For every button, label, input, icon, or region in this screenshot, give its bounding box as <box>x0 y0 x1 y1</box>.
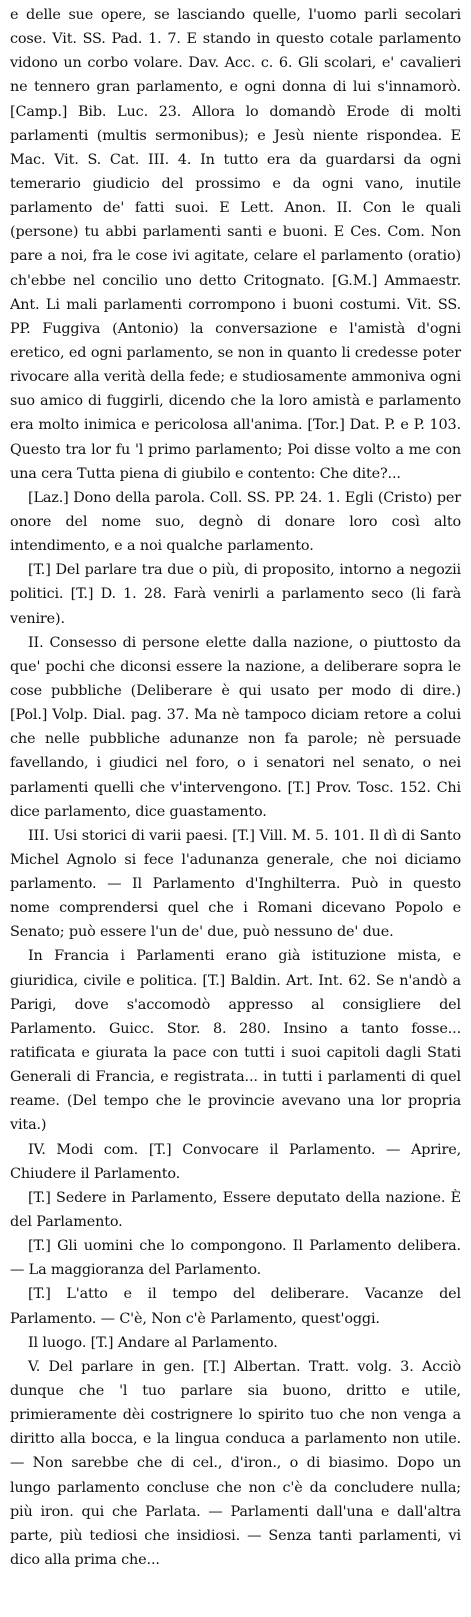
paragraph-sense-II: II. Consesso di persone elette dalla nazione, o piuttosto da que' pochi che diconsi essere la nazione, a deliberare sopra le cose pubbliche (Deliberare è qui usato per modo di dire.) [Pol.] Volp. Dial. pag. 37. Ma nè tampoco diciam retore a colui che nelle pubbliche adunanze non fa parole; nè persuade favellando, i giudici nel foro, o i senatori nel senato, o nei parlamenti quelli che v'intervengono. [T.] Prov. Tosc. 152. Chi dice parlamento, dice guastamento. <box>10 634 461 820</box>
paragraph-luogo: Il luogo. [T.] Andare al Parlamento. <box>28 1334 278 1351</box>
paragraph-francia: In Francia i Parlamenti erano già istituzione mista, e giuridica, civile e politica. [T.] Baldin. Art. Int. 62. Se n'andò a Parigi, dove s'accomodò appresso al consigliere del Parlamento. Guicc. Stor. 8. 280. Insino a tanto fosse... ratificata e giurata la pace con tutti i suoi capitoli dagli Stati Generali di Francia, e registrata... in tutti i parlamenti di quel reame. (Del tempo che le provincie avevano una lor propria vita.) <box>10 948 461 1134</box>
paragraph-sense-III: III. Usi storici di varii paesi. [T.] Vill. M. 5. 101. Il dì di Santo Michel Agnolo si fece l'adunanza generale, che noi diciamo parlamento. — Il Parlamento d'Inghilterra. Può in questo nome comprendersi quel che i Romani dicevano Popolo e Senato; può essere l'un de' due, può nessuno de' due. <box>10 827 461 941</box>
paragraph-sense-V: V. Del parlare in gen. [T.] Albertan. Tratt. volg. 3. Acciò dunque che 'l tuo parlare sia buono, dritto e utile, primieramente dèi costrignere lo spirito tuo che non venga a diritto alla bocca, e la lingua conduca a parlamento non utile. — Non sarebbe che di cel., d'iron., o di biasimo. Dopo un lungo parlamento concluse che non c'è da concludere nulla; più iron. qui che Parlata. — Parlamenti dall'una e dall'altra parte, più tediosi che insidiosi. — Senza tanti parlamenti, vi dico alla prima che... <box>10 1358 461 1568</box>
paragraph-sense-IV: IV. Modi com. [T.] Convocare il Parlamento. — Aprire, Chiudere il Parlamento. <box>10 1141 461 1182</box>
paragraph-atto-tempo: [T.] L'atto e il tempo del deliberare. Vacanze del Parlamento. — C'è, Non c'è Parlamento, quest'oggi. <box>10 1286 461 1327</box>
paragraph-continuation: e delle sue opere, se lasciando quelle, l'uomo parli secolari cose. Vit. SS. Pad. 1. 7. E stando in questo cotale parlamento vidono un corbo volare. Dav. Acc. c. 6. Gli scolari, e' cavalieri ne tennero gran parlamento, e ogni donna di lui s'innamorò. [Camp.] Bib. Luc. 23. Allora lo domandò Erode di molti parlamenti (multis sermonibus); e Jesù niente rispondea. E Mac. Vit. S. Cat. III. 4. In tutto era da guardarsi da ogni temerario giudicio del prossimo e da ogni vano, inutile parlamento de' fatti suoi. E Lett. Anon. II. Con le quali (persone) tu abbi parlamenti santi e buoni. E Ces. Com. Non pare a noi, fra le cose ivi agitate, celare el parlamento (oratio) ch'ebbe nel concilio uno detto Critognato. [G.M.] Ammaestr. Ant. Li mali parlamenti corrompono i buoni costumi. Vit. SS. PP. Fuggiva (Antonio) la conversazione e l'amistà d'ogni eretico, ed ogni parlamento, se non in quanto li credesse poter rivocare alla verità della fede; e studiosamente ammoniva ogni suo amico di fuggirli, dicendo che la loro amistà e parlamento era molto inimica e pericolosa all'anima. [Tor.] Dat. P. e P. 103. Questo tra lor fu 'l primo parlamento; Poi disse volto a me con una cera Tutta piena di giubilo e contento: Che dite?... <box>10 7 461 482</box>
paragraph-sedere: [T.] Sedere in Parlamento, Essere deputato della nazione. È del Parlamento. <box>10 1189 461 1231</box>
paragraph-dono-della-parola: [Laz.] Dono della parola. Coll. SS. PP. 24. 1. Egli (Cristo) per onore del nome suo, degnò di donare loro così alto intendimento, e a noi qualche parlamento. <box>10 489 461 555</box>
paragraph-uomini: [T.] Gli uomini che lo compongono. Il Parlamento delibera. — La maggioranza del Parlamento. <box>10 1238 461 1279</box>
paragraph-negozii-politici: [T.] Del parlare tra due o più, di proposito, intorno a negozii politici. [T.] D. 1. 28. Farà venirli a parlamento seco (li farà venire). <box>10 562 461 627</box>
